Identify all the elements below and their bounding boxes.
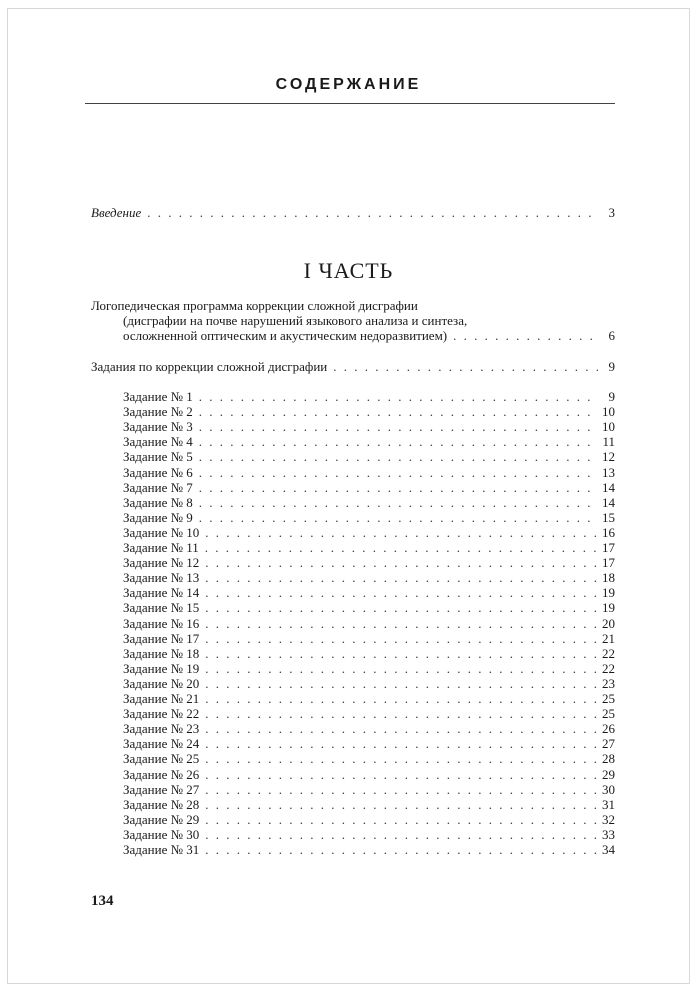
leader-dots xyxy=(205,767,598,782)
leader-dots xyxy=(199,480,598,495)
leader-dots xyxy=(205,782,598,797)
toc-entry-task[interactable] xyxy=(123,570,615,585)
toc-entry-page: 19 xyxy=(602,600,615,616)
leader-dots xyxy=(205,797,598,812)
toc-entry-program-line-1[interactable]: Логопедическая программа коррекции сложной дисграфии xyxy=(91,298,418,313)
toc-entry-label: Задание № 14 xyxy=(123,585,200,601)
toc-entry-page: 21 xyxy=(602,630,615,646)
toc-entry-task[interactable] xyxy=(123,631,615,646)
toc-entry-label: Задание № 21 xyxy=(123,691,200,706)
toc-entry-label: Задание № 9 xyxy=(123,509,193,525)
toc-entry-task[interactable] xyxy=(123,736,615,751)
leader-dots xyxy=(199,449,598,464)
leader-dots xyxy=(205,676,598,691)
toc-entry-task[interactable] xyxy=(123,419,615,434)
toc-entry-page: 29 xyxy=(602,766,615,782)
toc-entry-page: 22 xyxy=(602,660,615,676)
toc-entry-task[interactable] xyxy=(123,449,615,464)
toc-entry-label: Задание № 10 xyxy=(123,524,200,540)
toc-entry-page: 6 xyxy=(608,328,615,343)
toc-entry-page: 11 xyxy=(602,434,615,450)
toc-entry-label: Задание № 16 xyxy=(123,615,200,631)
toc-entry-label: Задание № 17 xyxy=(123,630,200,646)
toc-entry-label: Задание № 7 xyxy=(123,479,193,495)
toc-entry-program-line-2[interactable]: (дисграфии на почве нарушений языкового анализа и синтеза, xyxy=(123,313,468,328)
toc-entry-label: Задание № 6 xyxy=(123,464,193,480)
toc-entry-label: Задание № 5 xyxy=(123,449,193,465)
toc-entry-page: 26 xyxy=(602,721,615,737)
leader-dots xyxy=(199,465,598,480)
leader-dots xyxy=(205,570,598,585)
leader-dots xyxy=(205,631,598,646)
title-divider xyxy=(85,103,615,104)
toc-entry-label: Задание № 29 xyxy=(123,811,200,827)
leader-dots xyxy=(205,827,598,842)
toc-entry-page: 31 xyxy=(602,796,615,812)
toc-entry-task[interactable] xyxy=(123,812,615,827)
toc-entry-page: 9 xyxy=(608,359,615,374)
toc-entry-task[interactable] xyxy=(123,616,615,631)
toc-entry-label: Задание № 12 xyxy=(123,555,200,571)
toc-entry-introduction[interactable] xyxy=(91,205,615,220)
toc-entry-page: 19 xyxy=(602,585,615,601)
toc-entry-label: Задание № 27 xyxy=(123,781,200,797)
toc-entry-task[interactable] xyxy=(123,646,615,661)
toc-entry-page: 34 xyxy=(602,842,615,857)
leader-dots xyxy=(199,434,598,449)
toc-entry-page: 17 xyxy=(602,540,615,555)
leader-dots xyxy=(205,751,598,766)
toc-entry-task[interactable] xyxy=(123,797,615,812)
toc-entry-program-line-3[interactable] xyxy=(123,328,615,343)
leader-dots xyxy=(205,540,598,555)
toc-entry-label: Задания по коррекции сложной дисграфии xyxy=(91,359,328,374)
toc-entry-page: 25 xyxy=(602,691,615,706)
toc-entry-page: 33 xyxy=(602,826,615,842)
toc-entry-page: 22 xyxy=(602,645,615,661)
toc-entry-label: Задание № 30 xyxy=(123,826,200,842)
toc-entry-task[interactable] xyxy=(123,706,615,721)
leader-dots xyxy=(205,646,598,661)
toc-entry-task[interactable] xyxy=(123,676,615,691)
part-heading: I ЧАСТЬ xyxy=(303,258,394,283)
toc-entry-label: Задание № 2 xyxy=(123,404,193,420)
toc-entry-label: Задание № 22 xyxy=(123,706,200,722)
leader-dots xyxy=(205,555,598,570)
leader-dots xyxy=(199,510,598,525)
toc-entry-page: 20 xyxy=(602,615,615,631)
toc-entry-task[interactable] xyxy=(123,434,615,449)
leader-dots xyxy=(199,389,598,404)
toc-entry-label: Задание № 23 xyxy=(123,721,200,737)
page-number: 134 xyxy=(91,893,114,909)
toc-entry-label: Задание № 20 xyxy=(123,675,200,691)
toc-entry-page: 30 xyxy=(602,781,615,797)
leader-dots xyxy=(205,616,598,631)
toc-entry-page: 13 xyxy=(602,464,615,480)
toc-entry-label: Задание № 18 xyxy=(123,645,200,661)
toc-entry-label: Задание № 31 xyxy=(123,842,200,857)
leader-dots xyxy=(199,419,598,434)
toc-entry-page: 18 xyxy=(602,570,615,586)
leader-dots xyxy=(205,706,598,721)
toc-entry-label: Задание № 24 xyxy=(123,736,200,752)
toc-entry-task[interactable] xyxy=(123,404,615,419)
toc-entry-label: Задание № 15 xyxy=(123,600,200,616)
toc-entry-label: Задание № 11 xyxy=(123,540,199,555)
leader-dots xyxy=(205,691,598,706)
toc-entry-label: Задание № 19 xyxy=(123,660,200,676)
leader-dots xyxy=(199,404,598,419)
toc-entry-task[interactable] xyxy=(123,465,615,480)
leader-dots xyxy=(453,328,598,343)
leader-dots xyxy=(205,736,598,751)
toc-entry-label: Задание № 13 xyxy=(123,570,200,586)
toc-entry-task[interactable] xyxy=(123,661,615,676)
toc-entry-page: 12 xyxy=(602,449,615,465)
leader-dots xyxy=(205,842,598,857)
toc-entry-task[interactable] xyxy=(123,555,615,570)
toc-entry-task[interactable] xyxy=(123,721,615,736)
toc-entry-label: Введение xyxy=(91,205,142,220)
toc-entry-task[interactable] xyxy=(123,480,615,495)
toc-entry-page: 17 xyxy=(602,555,615,571)
leader-dots xyxy=(205,525,598,540)
toc-entry-page: 3 xyxy=(608,205,615,220)
leader-dots xyxy=(199,495,598,510)
toc-entry-page: 16 xyxy=(602,524,615,540)
toc-entry-task[interactable] xyxy=(123,525,615,540)
leader-dots xyxy=(205,812,598,827)
toc-entry-task[interactable] xyxy=(123,510,615,525)
toc-entry-task[interactable] xyxy=(123,495,615,510)
toc-entry-task[interactable] xyxy=(123,827,615,842)
toc-entry-label: Задание № 3 xyxy=(123,419,193,435)
toc-entry-task[interactable] xyxy=(123,540,615,555)
toc-entry-page: 14 xyxy=(602,494,615,510)
toc-entry-label: Задание № 26 xyxy=(123,766,200,782)
toc-entry-task[interactable] xyxy=(123,691,615,706)
toc-entry-page: 32 xyxy=(602,811,615,827)
toc-entry-page: 23 xyxy=(602,675,615,691)
toc-entry-task[interactable] xyxy=(123,389,615,404)
toc-entry-task[interactable] xyxy=(123,751,615,766)
toc-entry-task[interactable] xyxy=(123,585,615,600)
leader-dots xyxy=(147,205,598,220)
toc-entry-task[interactable] xyxy=(123,767,615,782)
toc-entry-label: Задание № 1 xyxy=(123,389,193,404)
page-title: СОДЕРЖАНИЕ xyxy=(275,76,422,93)
leader-dots xyxy=(205,585,598,600)
toc-entry-page: 9 xyxy=(608,389,615,404)
toc-entry-label: Задание № 25 xyxy=(123,751,200,767)
toc-entry-page: 28 xyxy=(602,751,615,767)
toc-entry-task[interactable] xyxy=(123,782,615,797)
leader-dots xyxy=(205,600,598,615)
toc-entry-page: 25 xyxy=(602,706,615,722)
toc-entry-page: 14 xyxy=(602,479,615,495)
toc-entry-tasks-section[interactable] xyxy=(91,359,615,374)
toc-entry-label: осложненной оптическим и акустическим недоразвитием) xyxy=(123,328,448,343)
toc-entry-page: 27 xyxy=(602,736,615,752)
toc-entry-label: Задание № 4 xyxy=(123,434,193,450)
toc-entry-page: 10 xyxy=(602,419,615,435)
toc-entry-page: 15 xyxy=(602,509,615,525)
toc-entry-label: Задание № 8 xyxy=(123,494,193,510)
toc-entry-label: Задание № 28 xyxy=(123,796,200,812)
toc-entry-task[interactable] xyxy=(123,842,615,857)
leader-dots xyxy=(333,359,598,374)
toc-entry-page: 10 xyxy=(602,404,615,420)
leader-dots xyxy=(205,661,598,676)
leader-dots xyxy=(205,721,598,736)
toc-entry-task[interactable] xyxy=(123,600,615,615)
